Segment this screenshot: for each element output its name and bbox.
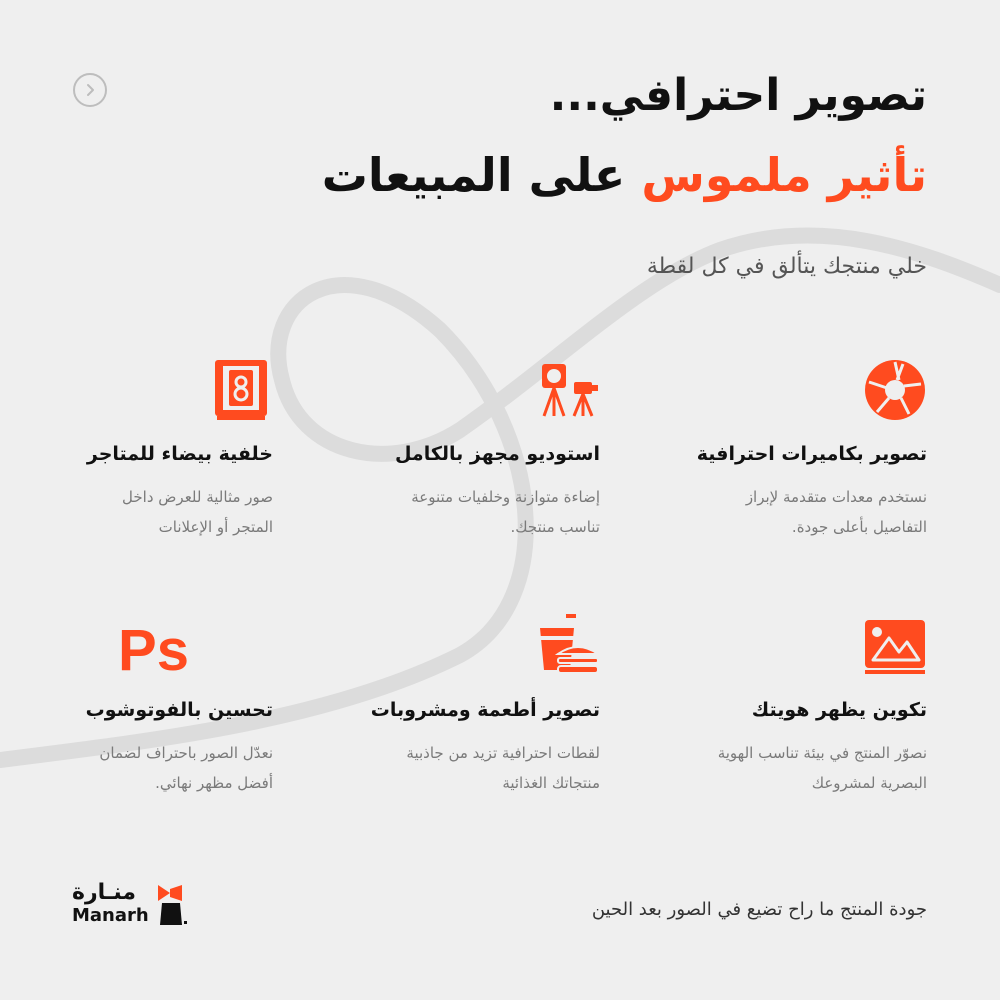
brand-name-arabic: منـارة — [72, 880, 137, 905]
feature-card-composition — [677, 614, 927, 798]
feature-title: تصوير أطعمة ومشروبات — [370, 699, 600, 721]
camera-aperture-icon — [863, 358, 927, 422]
photoshop-icon — [118, 614, 273, 683]
feature-card-food-drinks — [350, 614, 600, 798]
footer-tagline: جودة المنتج ما راح تضيع في الصور بعد الحين — [591, 899, 927, 920]
headline-accent: تأثير ملموس — [641, 148, 927, 202]
subtitle: خلي منتجك يتألق في كل لقطة — [646, 254, 927, 279]
feature-title: تحسين بالفوتوشوب — [85, 699, 273, 721]
feature-title: تكوين يظهر هويتك — [751, 699, 927, 721]
headline-line-2 — [322, 148, 927, 202]
feature-card-professional-cameras — [677, 358, 927, 542]
brand-logo — [72, 880, 202, 930]
feature-card-photoshop — [23, 614, 273, 798]
next-button[interactable] — [73, 73, 107, 107]
feature-title: تصوير بكاميرات احترافية — [696, 443, 927, 465]
feature-description: نصوّر المنتج في بيئة تناسب الهوية البصرية لمشروعك — [717, 744, 927, 792]
chevron-right-icon — [83, 83, 97, 97]
white-backdrop-icon — [209, 358, 273, 422]
feature-title: استوديو مجهز بالكامل — [394, 443, 600, 465]
feature-card-white-backdrop — [23, 358, 273, 542]
feature-description: لقطات احترافية تزيد من جاذبية منتجاتك الغذائية — [406, 744, 600, 792]
food-drink-icon — [536, 614, 600, 678]
feature-description: نعدّل الصور باحتراف لضمان أفضل مظهر نهائي. — [99, 744, 273, 792]
image-icon — [863, 614, 927, 678]
svg-text:Ps: Ps — [118, 618, 189, 683]
feature-description: صور مثالية للعرض داخل المتجر أو الإعلانات — [122, 488, 273, 536]
feature-card-studio — [350, 358, 600, 542]
lighthouse-logo-icon — [156, 883, 188, 927]
brand-name-english: Manarh — [72, 905, 149, 926]
feature-title: خلفية بيضاء للمتاجر — [86, 443, 273, 465]
feature-description: نستخدم معدات متقدمة لإبراز التفاصيل بأعلى جودة. — [745, 488, 927, 536]
studio-lights-icon — [536, 358, 600, 422]
headline-rest: على المبيعات — [321, 148, 642, 202]
feature-description: إضاءة متوازنة وخلفيات متنوعة تناسب منتجك. — [411, 488, 600, 536]
headline-line-1: تصوير احترافي... — [549, 70, 927, 121]
